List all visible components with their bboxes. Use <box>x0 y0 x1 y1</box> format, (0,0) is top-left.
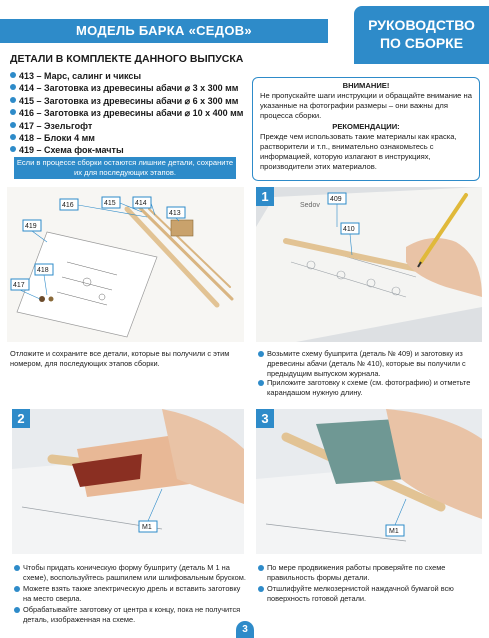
step-1-bullet: Приложите заготовку к схеме (см. фотографию) и отметьте карандашом нужную длину. <box>258 378 482 398</box>
warning-text: Не пропускайте шаги инструкции и обращайте внимание на указанные на фотографии размеры – они важны для процесса сборки. <box>260 91 472 120</box>
bullet-dot-icon <box>10 122 16 128</box>
step-3-bullet: По мере продвижения работы проверяйте по схеме правильность формы детали. <box>258 563 482 583</box>
bullet-dot-icon <box>10 97 16 103</box>
step-1-number: 1 <box>256 187 274 206</box>
bullet-dot-icon <box>14 586 20 592</box>
bullet-dot-icon <box>14 607 20 613</box>
svg-text:419: 419 <box>25 223 37 230</box>
step-3-bullet: Отшлифуйте мелкозернистой наждачной бумагой всю поверхность готовой детали. <box>258 584 482 604</box>
step-3-photo <box>256 409 482 554</box>
bullet-dot-icon <box>258 586 264 592</box>
model-title: МОДЕЛЬ БАРКА «СЕДОВ» <box>76 23 252 38</box>
svg-text:410: 410 <box>343 226 355 233</box>
bullet-dot-icon <box>14 565 20 571</box>
step-2-photo <box>12 409 244 554</box>
sheet-title: Sedov <box>300 202 320 209</box>
parts-list-item: 414 – Заготовка из древесины абачи ⌀ 3 х 300 мм <box>10 82 250 94</box>
guide-line-2: ПО СБОРКЕ <box>379 35 464 51</box>
warning-title: ВНИМАНИЕ! <box>342 81 390 90</box>
bullet-dot-icon <box>258 351 264 357</box>
guide-line-1: РУКОВОДСТВО <box>368 17 475 33</box>
parts-list-item: 415 – Заготовка из древесины абачи ⌀ 6 х 300 мм <box>10 95 250 107</box>
warning-box <box>252 77 480 181</box>
bullet-dot-icon <box>258 565 264 571</box>
assembly-guide-badge <box>354 6 489 64</box>
parts-list-item: 416 – Заготовка из древесины абачи ⌀ 10 х 400 мм <box>10 107 250 119</box>
svg-text:413: 413 <box>169 210 181 217</box>
parts-list-item: 419 – Схема фок-мачты <box>10 144 250 156</box>
step-3-number: 3 <box>256 409 274 428</box>
label-text: M1 <box>389 528 399 535</box>
label-text: 416 <box>62 202 74 209</box>
page-number: 3 <box>236 621 254 638</box>
step-1-photo <box>256 187 482 342</box>
spare-parts-note: Если в процессе сборки остаются лишние детали, сохраните их для последующих этапов. <box>14 157 236 179</box>
label-text: 409 <box>330 196 342 203</box>
bullet-dot-icon <box>10 84 16 90</box>
step-1-bullet: Возьмите схему бушприта (деталь № 409) и заготовку из древесины абачи (деталь № 410), которые вы получили с предыдущим выпуском журнала. <box>258 349 482 378</box>
step-2-bullet: Обрабатывайте заготовку от центра к концу, пока не получится деталь, изображенная на схеме. <box>14 605 246 625</box>
parts-list <box>10 70 250 157</box>
parts-list-item: 413 – Марс, салинг и чиксы <box>10 70 250 82</box>
magazine-title-bar <box>0 19 328 43</box>
bullet-dot-icon <box>10 109 16 115</box>
bullet-dot-icon <box>10 72 16 78</box>
laser-cut-part <box>171 220 193 236</box>
step-2-bullet: Чтобы придать коническую форму бушприту (деталь М 1 на схеме), воспользуйтесь рашпилем или шлифовальным бруском. <box>14 563 246 583</box>
recommendations-text: Прежде чем использовать такие материалы как краска, растворители и т.п., внимательно ознакомьтесь с информацией, которую излагают в инструкциях, производители этих материалов. <box>260 132 457 171</box>
parts-caption: Отложите и сохраните все детали, которые вы получили с этим номером, для последующих этапов сборки. <box>10 349 230 368</box>
svg-text:417: 417 <box>13 282 25 289</box>
svg-text:415: 415 <box>104 200 116 207</box>
label-text: M1 <box>142 524 152 531</box>
parts-heading: ДЕТАЛИ В КОМПЛЕКТЕ ДАННОГО ВЫПУСКА <box>10 53 244 65</box>
bullet-dot-icon <box>258 380 264 386</box>
bullet-dot-icon <box>10 146 16 152</box>
parts-list-item: 417 – Эзельгофт <box>10 120 250 132</box>
svg-text:418: 418 <box>37 267 49 274</box>
recommendations-title: РЕКОМЕНДАЦИИ: <box>332 122 400 131</box>
bullet-dot-icon <box>10 134 16 140</box>
parts-photo <box>7 187 244 342</box>
parts-list-item: 418 – Блоки 4 мм <box>10 132 250 144</box>
step-2-bullet: Можете взять также электрическую дрель и вставить заготовку на место сверла. <box>14 584 246 604</box>
step-2-number: 2 <box>12 409 30 428</box>
svg-text:414: 414 <box>135 200 147 207</box>
